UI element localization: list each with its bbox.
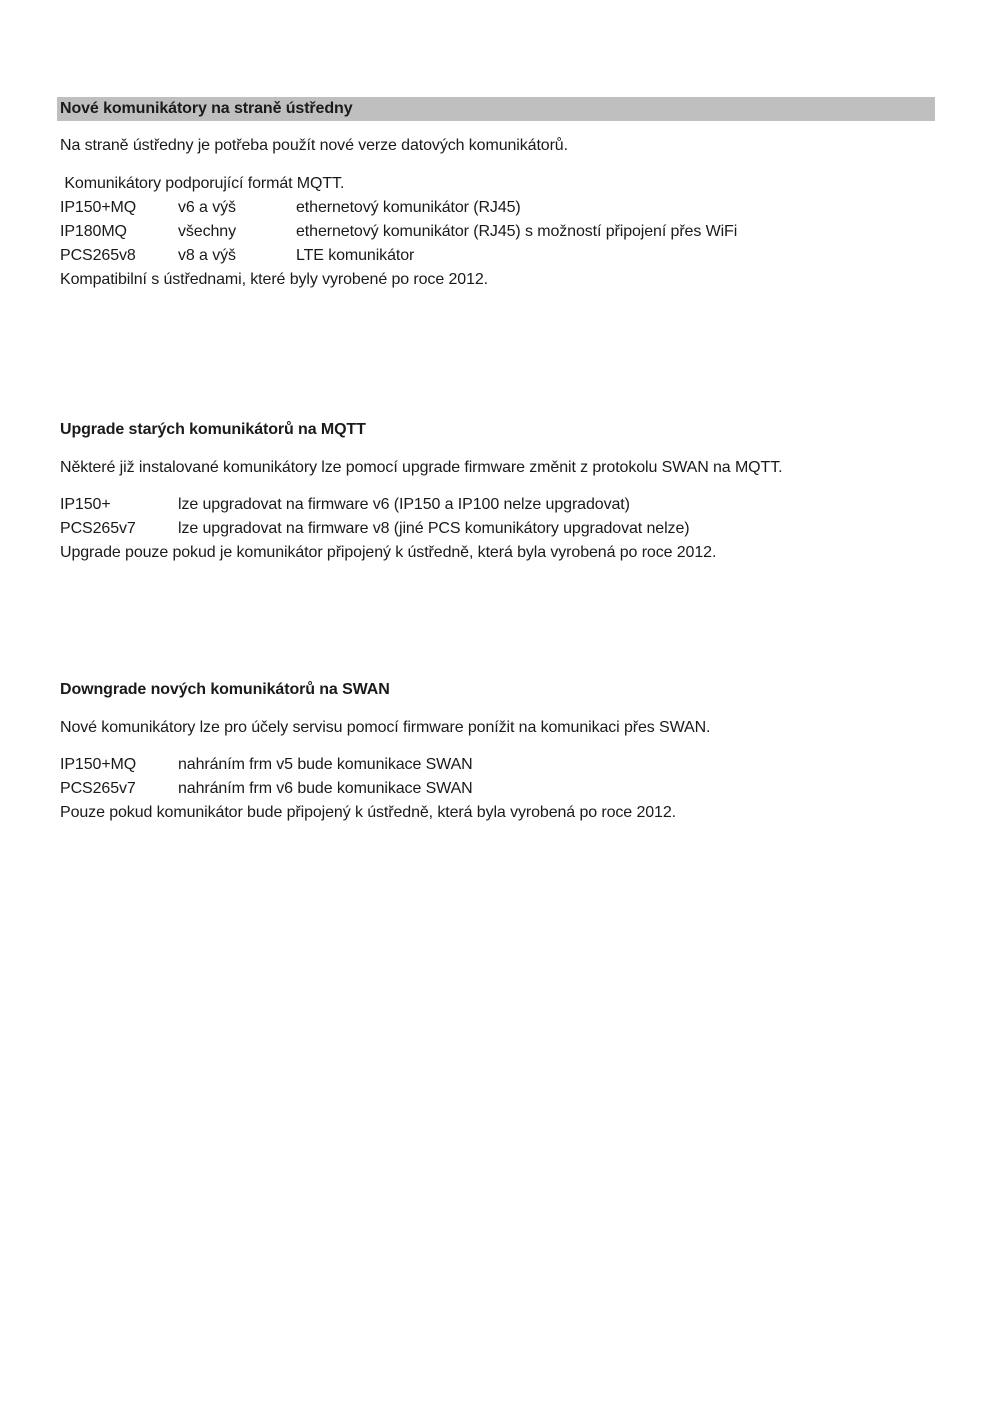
model-cell: IP150+MQ <box>60 199 137 216</box>
section2-heading: Upgrade starých komunikátorů na MQTT <box>60 421 366 438</box>
description-cell: nahráním frm v6 bude komunikace SWAN <box>178 780 473 797</box>
description-cell: LTE komunikátor <box>296 247 415 264</box>
description-cell: lze upgradovat na firmware v8 (jiné PCS komunikátory upgradovat nelze) <box>178 520 690 537</box>
section2-note: Upgrade pouze pokud je komunikátor připojený k ústředně, která byla vyrobená po roce 2012. <box>60 544 717 561</box>
description-cell: ethernetový komunikátor (RJ45) s možností připojení přes WiFi <box>296 223 738 240</box>
table-row <box>60 246 920 266</box>
section1-heading: Nové komunikátory na straně ústředny <box>60 100 353 117</box>
model-cell: PCS265v8 <box>60 247 136 264</box>
section3-intro: Nové komunikátory lze pro účely servisu pomocí firmware ponížit na komunikaci přes SWAN. <box>60 719 711 736</box>
model-cell: IP150+ <box>60 496 111 513</box>
section3-note: Pouze pokud komunikátor bude připojený k ústředně, která byla vyrobená po roce 2012. <box>60 804 676 821</box>
section1-list-title: Komunikátory podporující formát MQTT. <box>60 175 345 192</box>
table-row <box>60 755 920 775</box>
table-row <box>60 222 920 242</box>
description-cell: nahráním frm v5 bude komunikace SWAN <box>178 756 473 773</box>
model-cell: PCS265v7 <box>60 780 136 797</box>
description-cell: lze upgradovat na firmware v6 (IP150 a IP100 nelze upgradovat) <box>178 496 630 513</box>
section3-heading: Downgrade nových komunikátorů na SWAN <box>60 681 390 698</box>
table-row <box>60 495 920 515</box>
version-cell: všechny <box>178 223 236 240</box>
description-cell: ethernetový komunikátor (RJ45) <box>296 199 521 216</box>
section2-intro: Některé již instalované komunikátory lze pomocí upgrade firmware změnit z protokolu SWAN na MQTT. <box>60 459 783 476</box>
model-cell: PCS265v7 <box>60 520 136 537</box>
section1-note: Kompatibilní s ústřednami, které byly vyrobené po roce 2012. <box>60 271 489 288</box>
table-row <box>60 198 920 218</box>
version-cell: v6 a výš <box>178 199 236 216</box>
section1-intro: Na straně ústředny je potřeba použít nové verze datových komunikátorů. <box>60 137 568 154</box>
table-row <box>60 519 920 539</box>
model-cell: IP150+MQ <box>60 756 137 773</box>
version-cell: v8 a výš <box>178 247 236 264</box>
table-row <box>60 779 920 799</box>
model-cell: IP180MQ <box>60 223 127 240</box>
